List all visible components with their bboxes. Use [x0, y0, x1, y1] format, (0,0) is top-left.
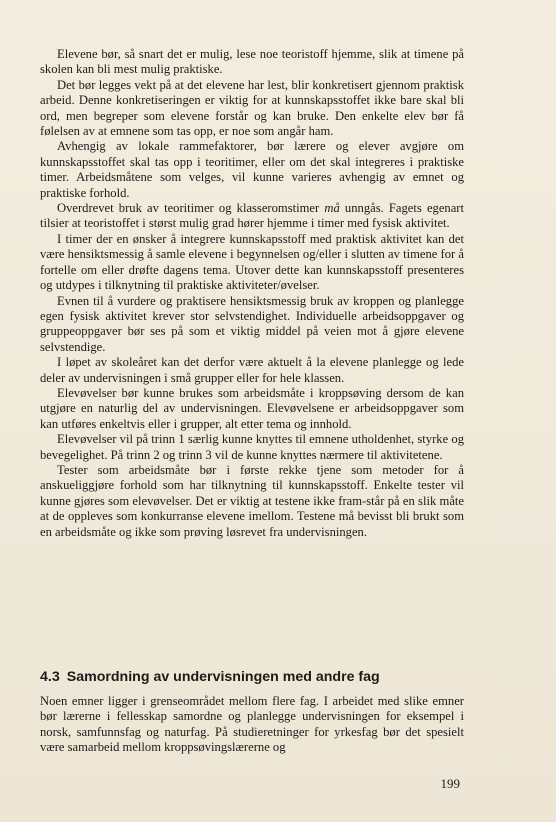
- section-heading: [40, 668, 470, 686]
- paragraph-3: Avhengig av lokale rammefaktorer, bør lærere og elever avgjøre om kunnskapsstoffet skal tas opp i teoritimer, eller om det skal integreres i praktiske timer. Arbeidsmåtene som velges, vil kunne varieres avhengig av emnet og praktiske forhold.: [40, 139, 464, 200]
- paragraph-4-end: unngås. Fagets egenart tilsier at teoristoffet i størst mulig grad hører hjemme i timer med fysisk aktivitet.: [40, 201, 464, 231]
- paragraph-6: Evnen til å vurdere og praktisere hensiktsmessig bruk av kroppen og planlegge egen fysisk aktivitet krever stor selvstendighet. Individuelle arbeidsoppgaver og gruppeoppgaver bør ses på som et viktig middel på veien mot å gjøre elevene selvstendige.: [40, 293, 464, 354]
- section-title: Samordning av undervisningen med andre fag: [66, 669, 380, 685]
- emphasis-word: må: [324, 201, 340, 216]
- paragraph-5: I timer der en ønsker å integrere kunnskapsstoff med praktisk aktivitet kan det være hensiktsmessig å samle elevene i begynnelsen og/eller i slutten av timene for å fortelle om eller drøfte dagens tema. Utover dette kan kunnskapsstoff presenteres og utdypes i tilknytning til praktiske aktiviteter/øvelser.: [40, 231, 464, 293]
- page-number: 199: [440, 776, 460, 791]
- paragraph-2: Det bør legges vekt på at det elevene har lest, blir konkretisert gjennom praktisk arbeid. Denne konkretiseringen er viktig for at kunnskapsstoffet ikke bare skal bli ord, men begreper som elevene forstår og kan bruke. Den enkelte elev bør få følelsen av at emnene som tas opp, er noe som angår ham.: [40, 77, 464, 139]
- body-text: [40, 47, 464, 540]
- paragraph-8: Elevøvelser bør kunne brukes som arbeidsmåte i kroppsøving dersom de kan utgjøre en naturlig del av undervisningen. Elevøvelsene er arbeidsoppgaver som kan utføres enkeltvis eller i grupper, alt etter tema og innhold.: [40, 385, 464, 431]
- section-number: 4.3: [40, 669, 60, 685]
- paragraph-1: Elevene bør, så snart det er mulig, lese noe teoristoff hjemme, slik at timene på skolen kan bli mest mulig praktiske.: [40, 47, 464, 77]
- paragraph-4-start: Overdrevet bruk av teoritimer og klasseromstimer: [57, 201, 325, 216]
- paragraph-10: Tester som arbeidsmåte bør i første rekke tjene som metoder for å anskueliggjøre forhold som har tilknytning til kunnskapsstoff. Enkelte tester vil kunne gjøres som elevøvelser. Det er viktig at testene ikke fram-står på en slik måte at de oppleves som konkurranse elevene imellom. Testene må bevisst bli brukt som en arbeidsmåte og ikke som prøving løsrevet fra undervisningen.: [40, 462, 464, 539]
- paragraph-4: [40, 201, 464, 232]
- section-paragraph: Noen emner ligger i grenseområdet mellom flere fag. I arbeidet med slike emner bør lærerne i fellesskap samordne og planlegge undervisningen for eksempel i norsk, samfunnsfag og naturfag. På studieretninger for yrkesfag bør det spesielt være samarbeid mellom kroppsøvingslærerne og: [40, 694, 464, 755]
- paragraph-9: Elevøvelser vil på trinn 1 særlig kunne knyttes til emnene utholdenhet, styrke og bevegelighet. På trinn 2 og trinn 3 vil de kunne knyttes nærmere til aktivitetene.: [40, 432, 464, 462]
- paragraph-7: I løpet av skoleåret kan det derfor være aktuelt å la elevene planlegge og lede deler av undervisningen i små grupper eller for hele klassen.: [40, 355, 464, 385]
